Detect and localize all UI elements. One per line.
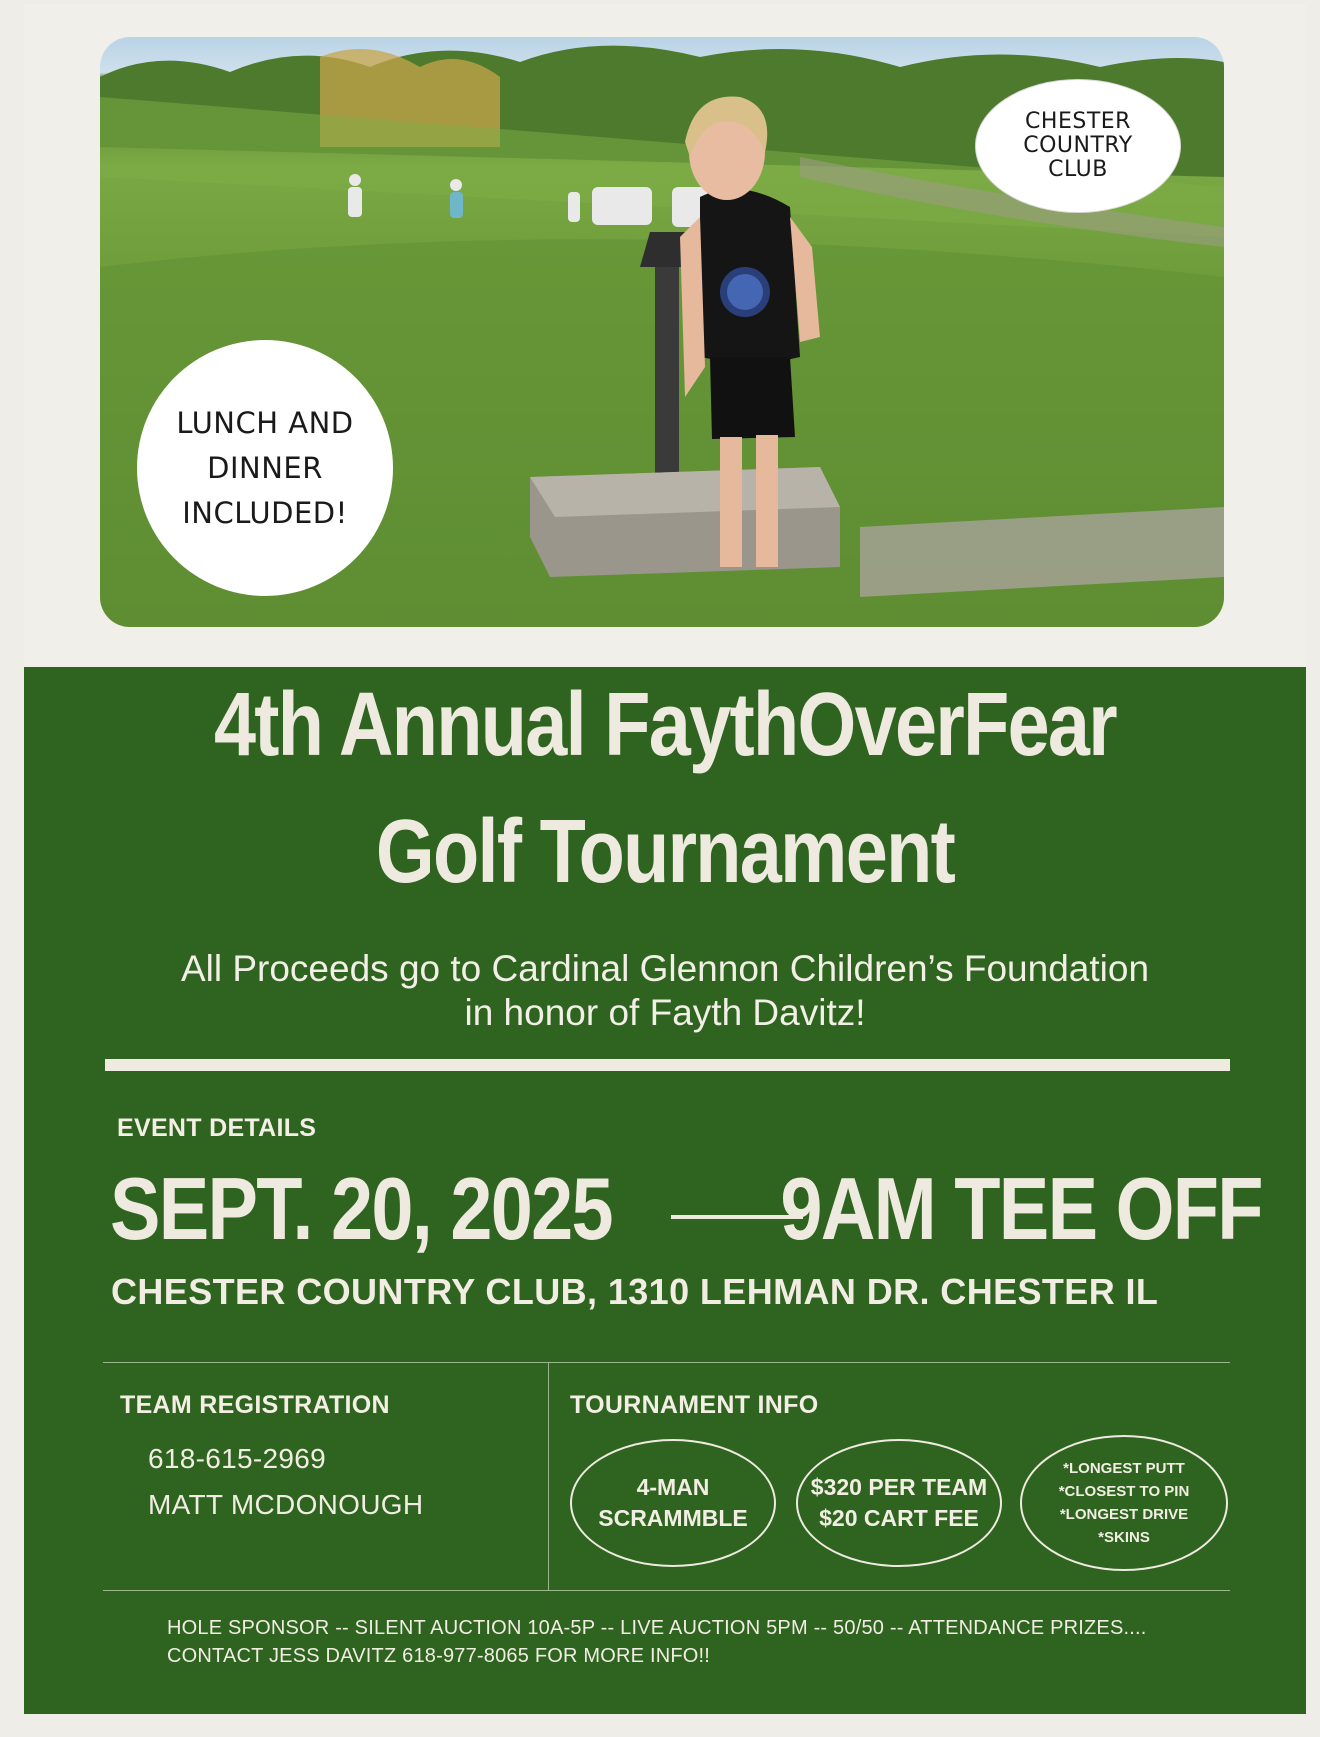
price-line: $20 CART FEE xyxy=(819,1505,979,1531)
badge-lunch-line: LUNCH AND xyxy=(176,405,354,440)
lunch-dinner-badge xyxy=(137,340,393,596)
tournament-info-label: TOURNAMENT INFO xyxy=(570,1391,819,1419)
format-line: SCRAMMBLE xyxy=(598,1505,748,1531)
contest-item: *SKINS xyxy=(1098,1529,1150,1546)
contests-oval xyxy=(1020,1435,1228,1571)
thin-divider xyxy=(103,1362,1230,1363)
footer-contact: CONTACT JESS DAVITZ 618-977-8065 FOR MORE INFO!! xyxy=(167,1645,711,1667)
proceeds-text xyxy=(24,947,1306,1035)
event-title: 4th Annual FaythOverFear xyxy=(213,675,1117,775)
section-divider xyxy=(105,1059,1230,1071)
event-address: CHESTER COUNTRY CLUB, 1310 LEHMAN DR. CHESTER IL xyxy=(111,1271,1159,1312)
column-divider xyxy=(548,1363,549,1590)
contest-item: *CLOSEST TO PIN xyxy=(1058,1483,1190,1500)
badge-lunch-line: INCLUDED! xyxy=(182,495,348,530)
flyer xyxy=(24,4,1306,1714)
registration-contact: MATT MCDONOUGH xyxy=(148,1489,424,1520)
price-line: $320 PER TEAM xyxy=(810,1474,988,1500)
contest-item: *LONGEST DRIVE xyxy=(1059,1506,1189,1523)
event-details-label: EVENT DETAILS xyxy=(117,1114,317,1142)
tee-off-time: 9AM TEE OFF xyxy=(780,1159,1262,1258)
proceeds-line: All Proceeds go to Cardinal Glennon Children’s Foundation xyxy=(180,948,1150,989)
details-panel xyxy=(24,667,1306,1714)
proceeds-line: in honor of Fayth Davitz! xyxy=(464,992,866,1033)
chester-country-club-badge xyxy=(976,80,1180,212)
footer-activities: HOLE SPONSOR -- SILENT AUCTION 10A-5P -- LIVE AUCTION 5PM -- 50/50 -- ATTENDANCE PRIZES.... xyxy=(167,1617,1147,1639)
thin-divider xyxy=(103,1590,1230,1591)
registration-phone: 618-615-2969 xyxy=(148,1443,326,1474)
price-oval xyxy=(796,1439,1002,1567)
badge-club-line: CLUB xyxy=(1048,157,1108,182)
team-registration-label: TEAM REGISTRATION xyxy=(120,1391,390,1419)
event-title-line-2: Golf Tournament xyxy=(375,802,955,902)
format-oval xyxy=(570,1439,776,1567)
format-line: 4-MAN xyxy=(636,1474,710,1500)
badge-club-line: CHESTER xyxy=(1025,109,1131,134)
contest-item: *LONGEST PUTT xyxy=(1063,1460,1185,1477)
event-date: SEPT. 20, 2025 xyxy=(110,1159,612,1258)
badge-club-line: COUNTRY xyxy=(1023,133,1133,158)
badge-lunch-line: DINNER xyxy=(207,450,323,485)
